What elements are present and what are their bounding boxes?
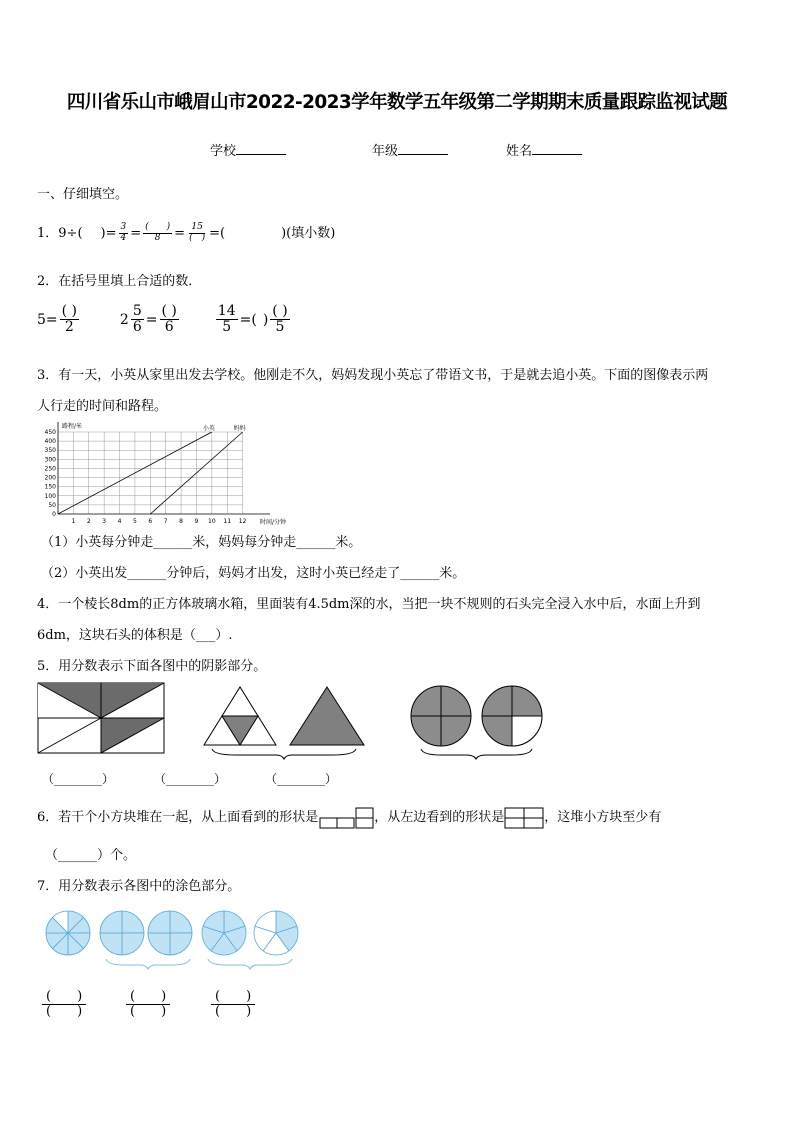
series-label-1: 小英 xyxy=(202,425,215,432)
q5-answer-1[interactable]: （________） xyxy=(42,772,115,786)
q2-p2-den: 6 xyxy=(132,319,142,336)
q7-answer-3[interactable] xyxy=(209,990,257,1020)
x-tick-label: 7 xyxy=(163,518,168,525)
q2-p1-num: ( ) xyxy=(61,303,78,319)
q1-f3-den: ( ) xyxy=(189,233,206,243)
name-blank[interactable] xyxy=(532,141,582,155)
q7-circle-3-sector xyxy=(148,933,170,955)
grade-field xyxy=(372,140,448,159)
x-tick-label: 11 xyxy=(223,518,232,525)
question-3-line-1: 3．有一天，小英从家里出发去学校。他刚走不久，妈妈发现小英忘了带语文书，于是就去追小英。下面的图像表示两 xyxy=(37,368,709,383)
q1-f1-num: 3 xyxy=(120,222,127,233)
q2-p3-num: 14 xyxy=(217,303,236,319)
q2-p3-den: 5 xyxy=(222,319,232,336)
y-axis-label: 路程/米 xyxy=(62,423,83,430)
q1-f1-den: 4 xyxy=(120,233,127,243)
x-tick-label: 2 xyxy=(86,518,91,525)
question-6-line-2: （______）个。 xyxy=(45,848,137,863)
q5-answer-3[interactable]: （________） xyxy=(265,772,338,786)
q2-p2-eq: = xyxy=(145,311,158,328)
q7-figures xyxy=(40,905,310,975)
x-axis-label: 时间/分钟 xyxy=(260,519,287,526)
q7-circle-2-sector xyxy=(100,911,122,933)
y-tick-label: 450 xyxy=(44,429,56,436)
q5-rectangle-figure xyxy=(38,683,164,753)
y-tick-label: 400 xyxy=(44,438,56,446)
q2-p2r-num: ( ) xyxy=(161,303,177,319)
q5-answer-2[interactable]: （________） xyxy=(154,772,227,786)
q7-answer-2[interactable] xyxy=(124,990,172,1020)
q1-text-a: 9÷( xyxy=(58,226,83,241)
q2-fraction-1[interactable] xyxy=(60,304,79,336)
q1-fraction-3[interactable] xyxy=(187,223,207,244)
page-title: 四川省乐山市峨眉山市2022-2023学年数学五年级第二学期期末质量跟踪监视试题 xyxy=(66,92,728,113)
q7-a1-den: ( ) xyxy=(46,1004,83,1020)
q2-p2-num: 5 xyxy=(132,303,142,319)
q2-fraction-2 xyxy=(131,304,144,336)
origin-label: 0 xyxy=(52,511,56,518)
q7-circle-3-sector xyxy=(170,933,192,955)
q1-fraction-2[interactable] xyxy=(143,223,172,244)
q2-p2r-den: 6 xyxy=(164,319,174,336)
y-tick-label: 150 xyxy=(44,483,56,491)
q1-fraction-1 xyxy=(119,223,129,244)
question-1 xyxy=(37,222,335,244)
question-4-line-2: 6dm，这块石头的体积是（___）. xyxy=(37,628,233,643)
grade-label: 年级 xyxy=(372,144,399,159)
question-3-sub-1: （1）小英每分钟走______米，妈妈每分钟走______米。 xyxy=(41,535,362,550)
school-label: 学校 xyxy=(210,144,237,159)
q7-a2-num: ( ) xyxy=(126,990,170,1005)
q1-eq: = xyxy=(130,226,142,241)
q2-p2-whole: 2 xyxy=(119,311,129,328)
q7-a3-num: ( ) xyxy=(211,990,255,1005)
y-tick-label: 350 xyxy=(44,447,56,455)
q2-p3-close: ) xyxy=(262,311,269,328)
question-5: 5．用分数表示下面各图中的阴影部分。 xyxy=(37,659,267,674)
q6-text-c: ，这堆小方块至少有 xyxy=(544,810,662,825)
q2-p3r-den: 5 xyxy=(275,319,285,336)
q1-number: 1． xyxy=(37,226,59,241)
question-2-items xyxy=(37,304,292,336)
y-tick-label: 50 xyxy=(48,501,56,509)
distance-time-chart xyxy=(36,418,296,526)
q5-circle-figures xyxy=(411,686,542,759)
q6-text-b: ，从左边看到的形状是 xyxy=(374,810,505,825)
q7-a3-den: ( ) xyxy=(215,1004,252,1020)
y-tick-label: 300 xyxy=(44,456,56,464)
q2-fraction-5[interactable] xyxy=(270,304,289,336)
q7-circle-2-sector xyxy=(122,933,144,955)
x-tick-label: 3 xyxy=(102,518,107,525)
question-4-line-1: 4．一个棱长8dm的正方体玻璃水箱，里面装有4.5dm深的水，当把一块不规则的石头完全浸入水中后，水面上升到 xyxy=(37,597,701,612)
question-6 xyxy=(37,806,661,829)
q2-fraction-3[interactable] xyxy=(160,304,179,336)
q6-text-a: 6．若干个小方块堆在一起，从上面看到的形状是 xyxy=(37,810,319,825)
y-tick-label: 200 xyxy=(44,474,56,482)
q5-figures xyxy=(36,681,556,761)
q2-p1-lead: 5= xyxy=(37,311,58,328)
q2-p3-eq: =( xyxy=(239,311,257,328)
q2-p3r-num: ( ) xyxy=(272,303,288,319)
x-tick-label: 6 xyxy=(148,518,153,525)
q1-f2-num: ( ) xyxy=(145,222,171,233)
x-tick-label: 8 xyxy=(179,518,183,525)
x-tick-label: 5 xyxy=(133,518,137,525)
x-tick-label: 12 xyxy=(238,518,247,525)
q7-circle-2-sector xyxy=(122,911,144,933)
q7-brace-1 xyxy=(106,959,190,969)
q7-answer-1[interactable] xyxy=(40,990,88,1020)
q7-a2-den: ( ) xyxy=(130,1004,167,1020)
q7-circle-3-sector xyxy=(148,911,170,933)
x-tick-label: 4 xyxy=(117,518,122,525)
grade-blank[interactable] xyxy=(398,141,448,155)
q6-left-view-figure xyxy=(504,807,544,829)
q1-eq2: = xyxy=(174,226,186,241)
name-label: 姓名 xyxy=(506,144,533,159)
q1-f2-den: 8 xyxy=(154,233,161,243)
q1-text-b: )= xyxy=(100,226,117,241)
q5-triangle-figures xyxy=(204,687,364,759)
q7-circle-2-sector xyxy=(100,933,122,955)
q1-text-d: )(填小数) xyxy=(281,226,336,241)
x-tick-label: 9 xyxy=(194,518,199,525)
q6-top-view-figure xyxy=(318,807,374,829)
q1-text-c: =( xyxy=(209,226,226,241)
x-tick-label: 10 xyxy=(208,518,216,525)
school-blank[interactable] xyxy=(236,141,286,155)
question-2: 2．在括号里填上合适的数． xyxy=(37,274,202,289)
q2-fraction-4 xyxy=(216,304,238,336)
question-3-line-2: 人行走的时间和路程。 xyxy=(37,399,168,414)
school-field xyxy=(210,140,286,159)
q7-brace-2 xyxy=(208,959,292,969)
section-heading: 一、仔细填空。 xyxy=(37,187,129,202)
y-tick-label: 250 xyxy=(44,465,56,473)
y-tick-label: 100 xyxy=(44,492,56,500)
name-field xyxy=(506,140,582,159)
q7-circle-3-sector xyxy=(170,911,192,933)
series-label-2: 妈妈 xyxy=(233,425,246,432)
x-tick-label: 1 xyxy=(71,518,76,525)
q7-a1-num: ( ) xyxy=(42,990,86,1005)
question-3-sub-2: （2）小英出发______分钟后，妈妈才出发，这时小英已经走了______米。 xyxy=(41,566,466,581)
q2-p1-den: 2 xyxy=(64,319,74,336)
question-7: 7．用分数表示各图中的涂色部分。 xyxy=(37,879,241,894)
q1-f3-num: 15 xyxy=(191,222,203,233)
